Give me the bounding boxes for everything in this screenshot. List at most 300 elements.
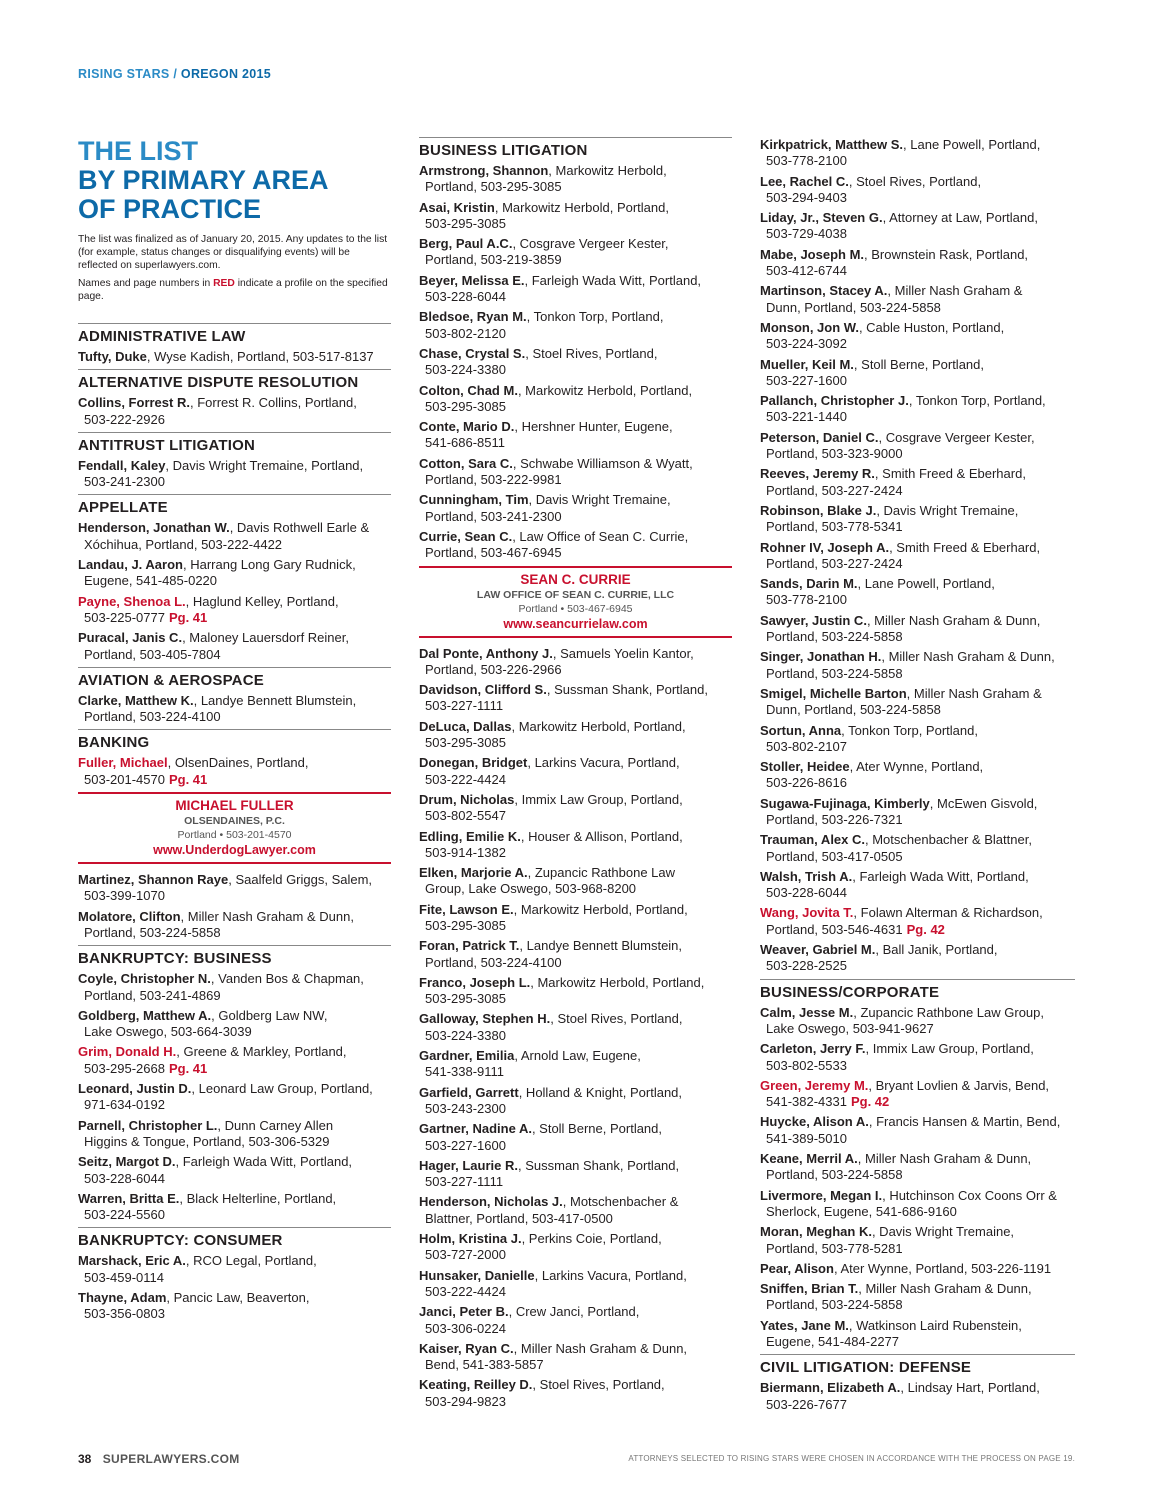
attorney-firm: , Ater Wynne, Portland,	[849, 759, 984, 775]
attorney-contact-text: 503-294-9403	[766, 189, 847, 205]
attorney-contact-text: 503-295-3085	[425, 398, 506, 414]
attorney-name: Edling, Emilie K.	[419, 828, 521, 844]
attorney-entry	[760, 1078, 1075, 1111]
attorney-firm: , Black Helterline, Portland,	[179, 1190, 337, 1206]
attorney-firm: , Hutchinson Cox Coons Orr &	[882, 1187, 1057, 1203]
attorney-name: Leonard, Justin D.	[78, 1081, 192, 1097]
attorney-name: Cotton, Sara C.	[419, 455, 513, 471]
attorney-firm: , Tonkon Torp, Portland,	[841, 722, 978, 738]
attorney-name: Carleton, Jerry F.	[760, 1041, 866, 1057]
intro-paragraph-1: The list was finalized as of January 20, 2015. Any updates to the list (for example, status changes or disqualifying events) will be reflected on superlawyers.com.	[78, 234, 388, 271]
attorney-firm: , Zupancic Rathbone Law	[527, 865, 676, 881]
profile-ad	[419, 566, 732, 638]
attorney-contact	[760, 336, 1075, 352]
attorney-name: Thayne, Adam	[78, 1289, 167, 1305]
attorney-entry	[760, 503, 1075, 536]
attorney-entry	[760, 576, 1075, 609]
column-3	[760, 137, 1075, 1417]
attorney-firm: , Davis Wright Tremaine, Portland,	[165, 457, 364, 473]
attorney-firm: , Cable Huston, Portland,	[858, 319, 1005, 335]
attorney-entry	[78, 693, 391, 726]
practice-section	[78, 729, 391, 941]
attorney-contact	[419, 698, 732, 714]
attorney-entry	[78, 1081, 391, 1114]
attorney-firm: , Davis Wright Tremaine,	[528, 492, 671, 508]
attorney-entry	[78, 557, 391, 590]
practice-heading: CIVIL LITIGATION: DEFENSE	[760, 1359, 972, 1377]
attorney-firm: , Landye Bennett Blumstein,	[519, 938, 683, 954]
attorney-contact-text: Portland, 503-323-9000	[766, 446, 903, 462]
attorney-contact-text: Blattner, Portland, 503-417-0500	[425, 1210, 613, 1226]
attorney-contact	[760, 409, 1075, 425]
attorney-contact	[760, 263, 1075, 279]
attorney-name: Sortun, Anna	[760, 722, 842, 738]
title-line-1: THE LIST	[78, 136, 198, 166]
attorney-firm: , Stoel Rives, Portland,	[532, 1377, 665, 1393]
attorney-firm: , Bryant Lovlien & Jarvis, Bend,	[868, 1077, 1050, 1093]
attorney-name: Peterson, Daniel C.	[760, 429, 879, 445]
attorney-contact-text: 503-295-2668	[84, 1060, 165, 1076]
page-footer	[78, 1452, 1075, 1466]
attorney-contact-text: 503-222-4424	[425, 771, 506, 787]
attorney-firm: , Davis Rothwell Earle &	[229, 520, 370, 536]
attorney-name: Stoller, Heidee	[760, 759, 850, 775]
attorney-contact-text: 503-356-0803	[84, 1306, 165, 1322]
attorney-contact	[419, 1284, 732, 1300]
attorney-name: Green, Jeremy M.	[760, 1077, 869, 1093]
practice-heading: BUSINESS LITIGATION	[419, 142, 588, 159]
column-1	[78, 323, 391, 1327]
ad-website-link[interactable]: www.seancurrielaw.com	[503, 616, 648, 631]
attorney-entry	[760, 210, 1075, 243]
attorney-entry	[760, 1261, 1075, 1277]
attorney-entry	[78, 1044, 391, 1077]
attorney-contact	[760, 1204, 1075, 1220]
attorney-firm: , Smith Freed & Eberhard,	[889, 539, 1041, 555]
attorney-name: Goldberg, Matthew A.	[78, 1007, 212, 1023]
practice-heading: BANKING	[78, 734, 150, 752]
attorney-entry	[419, 755, 732, 788]
attorney-contact	[78, 1171, 391, 1187]
page-number: 38	[78, 1452, 92, 1466]
attorney-contact-text: Group, Lake Oswego, 503-968-8200	[425, 881, 637, 897]
attorney-entry	[760, 1380, 1075, 1413]
attorney-contact-text: Portland, 503-224-5858	[766, 1297, 903, 1313]
attorney-contact	[419, 1321, 732, 1337]
footer-note: ATTORNEYS SELECTED TO RISING STARS WERE CHOSEN IN ACCORDANCE WITH THE PROCESS ON PAGE 19.	[628, 1454, 1075, 1463]
practice-section	[78, 323, 391, 365]
attorney-contact	[419, 1394, 732, 1410]
attorney-name: Elken, Marjorie A.	[419, 865, 528, 881]
attorney-firm: , Zupancic Rathbone Law Group,	[853, 1004, 1044, 1020]
attorney-contact-text: 971-634-0192	[84, 1097, 165, 1113]
attorney-firm: , Motschenbacher & Blattner,	[865, 832, 1032, 848]
attorney-entry	[419, 1268, 732, 1301]
attorney-firm: , Larkins Vacura, Portland,	[527, 755, 680, 771]
attorney-name: Keane, Merril A.	[760, 1151, 858, 1167]
attorney-contact-text: 503-226-8616	[766, 775, 847, 791]
attorney-contact-text: 503-914-1382	[425, 844, 506, 860]
attorney-entry	[760, 1281, 1075, 1314]
attorney-name: Garfield, Garrett	[419, 1084, 519, 1100]
attorney-entry	[419, 1048, 732, 1081]
attorney-firm: , Ball Janik, Portland,	[875, 942, 998, 958]
attorney-firm: , Folawn Alterman & Richardson,	[853, 905, 1043, 921]
attorney-contact-text: Portland, 503-778-5281	[766, 1240, 903, 1256]
practice-section	[78, 494, 391, 662]
attorney-firm: , Forrest R. Collins, Portland,	[189, 395, 357, 411]
attorney-contact-text: 503-243-2300	[425, 1100, 506, 1116]
attorney-entry	[78, 909, 391, 942]
title-line-2: BY PRIMARY AREA	[78, 165, 329, 195]
practice-heading: BANKRUPTCY: BUSINESS	[78, 950, 272, 968]
attorney-entry	[419, 792, 732, 825]
attorney-contact-text: 503-778-2100	[766, 153, 847, 169]
attorney-contact-text: Dunn, Portland, 503-224-5858	[766, 702, 941, 718]
attorney-firm: , Houser & Allison, Portland,	[520, 828, 683, 844]
attorney-firm: , Immix Law Group, Portland,	[514, 791, 683, 807]
practice-section	[78, 369, 391, 428]
attorney-entry	[760, 430, 1075, 463]
attorney-contact-text: 503-306-0224	[425, 1320, 506, 1336]
attorney-contact	[419, 918, 732, 934]
attorney-name: Dal Ponte, Anthony J.	[419, 645, 553, 661]
attorney-contact-text: 503-228-2525	[766, 958, 847, 974]
attorney-contact	[419, 326, 732, 342]
attorney-entry	[419, 419, 732, 452]
attorney-entry	[760, 137, 1075, 170]
attorney-entry	[760, 466, 1075, 499]
profile-page-ref: Pg. 42	[906, 921, 945, 937]
attorney-firm: , Stoll Berne, Portland,	[531, 1121, 663, 1137]
attorney-contact-text: 503-228-6044	[84, 1170, 165, 1186]
attorney-contact	[419, 1138, 732, 1154]
ad-name: MICHAEL FULLER	[175, 798, 294, 814]
practice-heading: ADMINISTRATIVE LAW	[78, 328, 246, 345]
attorney-entry	[419, 1158, 732, 1191]
practice-section	[78, 1227, 391, 1322]
attorney-name: Foran, Patrick T.	[419, 938, 520, 954]
attorney-firm: , McEwen Gisvold,	[929, 795, 1038, 811]
attorney-contact-text: 503-227-1111	[425, 698, 504, 714]
attorney-entry	[760, 869, 1075, 902]
practice-section	[419, 137, 732, 1410]
attorney-name: Weaver, Gabriel M.	[760, 942, 876, 958]
attorney-contact	[78, 610, 391, 626]
attorney-entry	[419, 719, 732, 752]
attorney-name: Smigel, Michelle Barton	[760, 685, 907, 701]
attorney-contact	[760, 1021, 1075, 1037]
attorney-name: Henderson, Jonathan W.	[78, 520, 230, 536]
attorney-contact	[419, 772, 732, 788]
profile-page-ref: Pg. 41	[168, 771, 208, 787]
attorney-firm: , Stoll Berne, Portland,	[853, 356, 984, 372]
attorney-contact-text: Lake Oswego, 503-941-9627	[766, 1020, 934, 1036]
attorney-name: Biermann, Elizabeth A.	[760, 1380, 901, 1396]
attorney-contact-text: Portland, 503-227-2424	[766, 555, 903, 571]
attorney-firm: , Smith Freed & Eberhard,	[874, 466, 1026, 482]
attorney-firm: , Tonkon Torp, Portland,	[908, 393, 1046, 409]
attorney-name: Galloway, Stephen H.	[419, 1011, 551, 1027]
attorney-firm: , Dunn Carney Allen	[217, 1117, 334, 1133]
attorney-contact	[78, 1207, 391, 1223]
column-2	[419, 137, 732, 1414]
practice-section	[78, 667, 391, 726]
attorney-contact	[760, 226, 1075, 242]
attorney-name: Janci, Peter B.	[419, 1304, 509, 1320]
attorney-firm: , Miller Nash Graham &	[906, 685, 1042, 701]
practice-heading: ALTERNATIVE DISPUTE RESOLUTION	[78, 374, 359, 392]
attorney-entry	[78, 1118, 391, 1151]
attorney-firm: , Markowitz Herbold, Portland,	[511, 718, 686, 734]
attorney-contact	[78, 647, 391, 663]
attorney-firm: , Stoel Rives, Portland,	[550, 1011, 683, 1027]
attorney-firm: , Sussman Shank, Portland,	[517, 1157, 680, 1173]
attorney-contact	[78, 412, 391, 428]
attorney-name: Seitz, Margot D.	[78, 1154, 176, 1170]
attorney-name: Berg, Paul A.C.	[419, 236, 513, 252]
attorney-firm: , Sussman Shank, Portland,	[546, 682, 708, 698]
attorney-firm: , Law Office of Sean C. Currie,	[512, 528, 689, 544]
attorney-contact	[419, 216, 732, 232]
attorney-firm: , Markowitz Herbold, Portland,	[494, 199, 669, 215]
attorney-entry	[419, 1341, 732, 1374]
ad-contact: Portland • 503-467-6945	[518, 602, 633, 615]
attorney-firm: , Lane Powell, Portland,	[857, 576, 995, 592]
attorney-contact	[760, 666, 1075, 682]
attorney-firm: , Markowitz Herbold, Portland,	[513, 901, 688, 917]
attorney-name: Trauman, Alex C.	[760, 832, 865, 848]
attorney-name: Fendall, Kaley	[78, 457, 166, 473]
practice-heading: APPELLATE	[78, 499, 168, 517]
profile-page-ref: Pg. 41	[168, 609, 208, 625]
attorney-entry	[419, 1085, 732, 1118]
attorney-entry	[760, 174, 1075, 207]
attorney-firm: , Miller Nash Graham & Dunn,	[513, 1340, 688, 1356]
attorney-contact-text: Portland, 503-224-5858	[84, 924, 221, 940]
attorney-entry	[419, 975, 732, 1008]
ad-firm: OLSENDAINES, P.C.	[184, 815, 285, 828]
practice-heading: ANTITRUST LITIGATION	[78, 436, 256, 454]
attorney-firm: , Miller Nash Graham & Dunn,	[881, 649, 1055, 665]
attorney-entry	[78, 1191, 391, 1224]
attorney-contact-text: 503-295-3085	[425, 917, 506, 933]
intro-text-after: indicate a profile on the specified page.	[78, 278, 388, 302]
attorney-entry	[760, 1224, 1075, 1257]
attorney-firm: , Pancic Law, Beaverton,	[166, 1289, 310, 1305]
attorney-firm: , Greene & Markley, Portland,	[176, 1044, 347, 1060]
attorney-contact	[78, 709, 391, 725]
attorney-name: Walsh, Trish A.	[760, 868, 853, 884]
attorney-firm: , Markowitz Herbold, Portland,	[530, 974, 705, 990]
attorney-contact-text: Sherlock, Eugene, 541-686-9160	[766, 1203, 957, 1219]
attorney-name: Bledsoe, Ryan M.	[419, 309, 527, 325]
attorney-contact-text: 503-201-4570	[84, 771, 165, 787]
attorney-name: Parnell, Christopher L.	[78, 1117, 218, 1133]
attorney-entry	[760, 905, 1075, 938]
attorney-entry	[78, 458, 391, 491]
attorney-entry	[78, 1008, 391, 1041]
attorney-name: Warren, Britta E.	[78, 1190, 180, 1206]
attorney-contact	[78, 925, 391, 941]
attorney-contact	[419, 362, 732, 378]
attorney-contact-text: Portland, 503-778-5341	[766, 519, 903, 535]
attorney-contact	[419, 955, 732, 971]
attorney-entry	[78, 1253, 391, 1286]
attorney-firm: , Crew Janci, Portland,	[508, 1304, 640, 1320]
attorney-contact	[78, 537, 391, 553]
attorney-entry	[760, 686, 1075, 719]
attorney-name: Huycke, Alison A.	[760, 1114, 869, 1130]
attorney-firm: , Miller Nash Graham & Dunn,	[866, 612, 1041, 628]
attorney-entry	[760, 1041, 1075, 1074]
attorney-contact	[760, 1241, 1075, 1257]
attorney-contact-text: 503-802-2120	[425, 325, 506, 341]
intro-text	[78, 233, 391, 308]
intro-paragraph-2	[78, 277, 391, 303]
practice-section	[760, 137, 1075, 975]
attorney-entry	[760, 759, 1075, 792]
attorney-contact-text: 503-778-2100	[766, 592, 847, 608]
attorney-firm: , Brownstein Rask, Portland,	[864, 246, 1029, 262]
profile-page-ref: Pg. 42	[850, 1094, 890, 1110]
intro-text-before: Names and page numbers in	[78, 278, 214, 289]
attorney-contact	[760, 849, 1075, 865]
attorney-name: Singer, Jonathan H.	[760, 649, 882, 665]
attorney-name: Pear, Alison	[760, 1260, 834, 1276]
attorney-contact	[419, 881, 732, 897]
attorney-firm: , Cosgrave Vergeer Kester,	[512, 236, 669, 252]
attorney-name: Marshack, Eric A.	[78, 1253, 186, 1269]
attorney-contact-text: Portland, 503-405-7804	[84, 646, 221, 662]
attorney-entry	[760, 649, 1075, 682]
attorney-contact-text: Portland, 503-219-3859	[425, 252, 562, 268]
attorney-contact-text: Portland, 503-226-7321	[766, 811, 903, 827]
attorney-entry	[760, 796, 1075, 829]
ad-contact: Portland • 503-201-4570	[177, 829, 292, 842]
attorney-firm: , Leonard Law Group, Portland,	[191, 1081, 373, 1097]
attorney-contact	[760, 446, 1075, 462]
attorney-firm: , Miller Nash Graham & Dunn,	[857, 1151, 1032, 1167]
attorney-firm: , Landye Bennett Blumstein,	[193, 692, 357, 708]
attorney-contact-text: 503-241-2300	[84, 474, 165, 490]
attorney-name: Conte, Mario D.	[419, 419, 515, 435]
attorney-contact	[419, 662, 732, 678]
attorney-contact-text: 503-459-0114	[84, 1269, 164, 1285]
attorney-contact	[78, 1306, 391, 1322]
attorney-contact	[78, 888, 391, 904]
attorney-contact-text: 541-686-8511	[425, 435, 505, 451]
attorney-contact-text: 503-222-2926	[84, 411, 165, 427]
attorney-contact-text: 503-225-0777	[84, 609, 165, 625]
attorney-contact-text: 503-228-6044	[766, 885, 847, 901]
attorney-entry	[419, 1194, 732, 1227]
attorney-name: Mabe, Joseph M.	[760, 246, 865, 262]
attorney-name: Sawyer, Justin C.	[760, 612, 867, 628]
attorney-entry	[760, 320, 1075, 353]
attorney-firm: , OlsenDaines, Portland,	[167, 755, 309, 771]
attorney-contact-text: 503-226-7677	[766, 1396, 847, 1412]
practice-section	[78, 945, 391, 1223]
attorney-contact-text: 503-224-5560	[84, 1207, 165, 1223]
attorney-contact-text: 503-294-9823	[425, 1393, 506, 1409]
attorney-entry	[760, 832, 1075, 865]
attorney-contact-text: Portland, 503-546-4631	[766, 921, 903, 937]
attorney-contact-text: Portland, 503-222-9981	[425, 472, 562, 488]
attorney-contact	[419, 845, 732, 861]
attorney-name: Kirkpatrick, Matthew S.	[760, 137, 904, 152]
attorney-entry	[760, 1188, 1075, 1221]
attorney-contact-text: 503-227-1111	[425, 1174, 504, 1190]
attorney-contact	[419, 1357, 732, 1373]
ad-firm: LAW OFFICE OF SEAN C. CURRIE, LLC	[476, 588, 675, 601]
attorney-contact	[419, 1247, 732, 1263]
attorney-contact	[78, 1270, 391, 1286]
attorney-contact-text: 503-295-3085	[425, 215, 506, 231]
attorney-name: Donegan, Bridget	[419, 755, 528, 771]
attorney-contact-text: 503-224-3380	[425, 362, 506, 378]
attorney-contact	[419, 289, 732, 305]
attorney-contact-text: 503-295-3085	[425, 991, 506, 1007]
attorney-entry	[78, 395, 391, 428]
attorney-name: Hunsaker, Danielle	[419, 1267, 535, 1283]
attorney-contact-text: 541-389-5010	[766, 1130, 847, 1146]
attorney-name: Reeves, Jeremy R.	[760, 466, 875, 482]
attorney-name: Calm, Jesse M.	[760, 1004, 854, 1020]
attorney-name: Asai, Kristin	[419, 199, 495, 215]
attorney-entry	[760, 247, 1075, 280]
attorney-contact-text: 503-224-3380	[425, 1027, 506, 1043]
attorney-contact	[419, 179, 732, 195]
attorney-firm: , Ater Wynne, Portland, 503-226-1191	[833, 1260, 1052, 1276]
attorney-name: Sniffen, Brian T.	[760, 1281, 859, 1297]
practice-section	[760, 979, 1075, 1351]
attorney-contact-text: 541-382-4331	[766, 1094, 847, 1110]
attorney-name: Moran, Meghan K.	[760, 1224, 872, 1240]
attorney-entry	[78, 971, 391, 1004]
attorney-contact	[419, 735, 732, 751]
ad-website-link[interactable]: www.UnderdogLawyer.com	[153, 843, 316, 858]
attorney-name: Gardner, Emilia	[419, 1048, 515, 1064]
attorney-contact	[760, 556, 1075, 572]
attorney-entry	[419, 1121, 732, 1154]
attorney-entry	[419, 682, 732, 715]
attorney-firm: , Perkins Coie, Portland,	[521, 1231, 662, 1247]
section-label: RISING STARS	[78, 67, 170, 81]
attorney-firm: , Hershner Hunter, Eugene,	[514, 419, 673, 435]
attorney-entry	[419, 236, 732, 269]
attorney-firm: , Samuels Yoelin Kantor,	[552, 645, 694, 661]
attorney-contact	[419, 1211, 732, 1227]
attorney-entry	[419, 902, 732, 935]
attorney-contact	[419, 435, 732, 451]
attorney-firm: , Wyse Kadish, Portland, 503-517-8137	[146, 349, 374, 364]
attorney-firm: , Arnold Law, Eugene,	[514, 1048, 641, 1064]
attorney-firm: , Immix Law Group, Portland,	[865, 1041, 1034, 1057]
attorney-entry	[419, 273, 732, 306]
attorney-entry	[419, 829, 732, 862]
attorney-contact	[760, 1058, 1075, 1074]
attorney-entry	[419, 1231, 732, 1264]
attorney-contact	[760, 702, 1075, 718]
attorney-name: Pallanch, Christopher J.	[760, 393, 909, 409]
edition-label: OREGON 2015	[180, 67, 272, 81]
attorney-contact-text: Portland, 503-241-2300	[425, 508, 562, 524]
attorney-name: Gartner, Nadine A.	[419, 1121, 532, 1137]
attorney-firm: , Davis Wright Tremaine,	[871, 1224, 1015, 1240]
attorney-firm: , Cosgrave Vergeer Kester,	[878, 429, 1035, 445]
attorney-firm: , Lindsay Hart, Portland,	[900, 1380, 1040, 1396]
